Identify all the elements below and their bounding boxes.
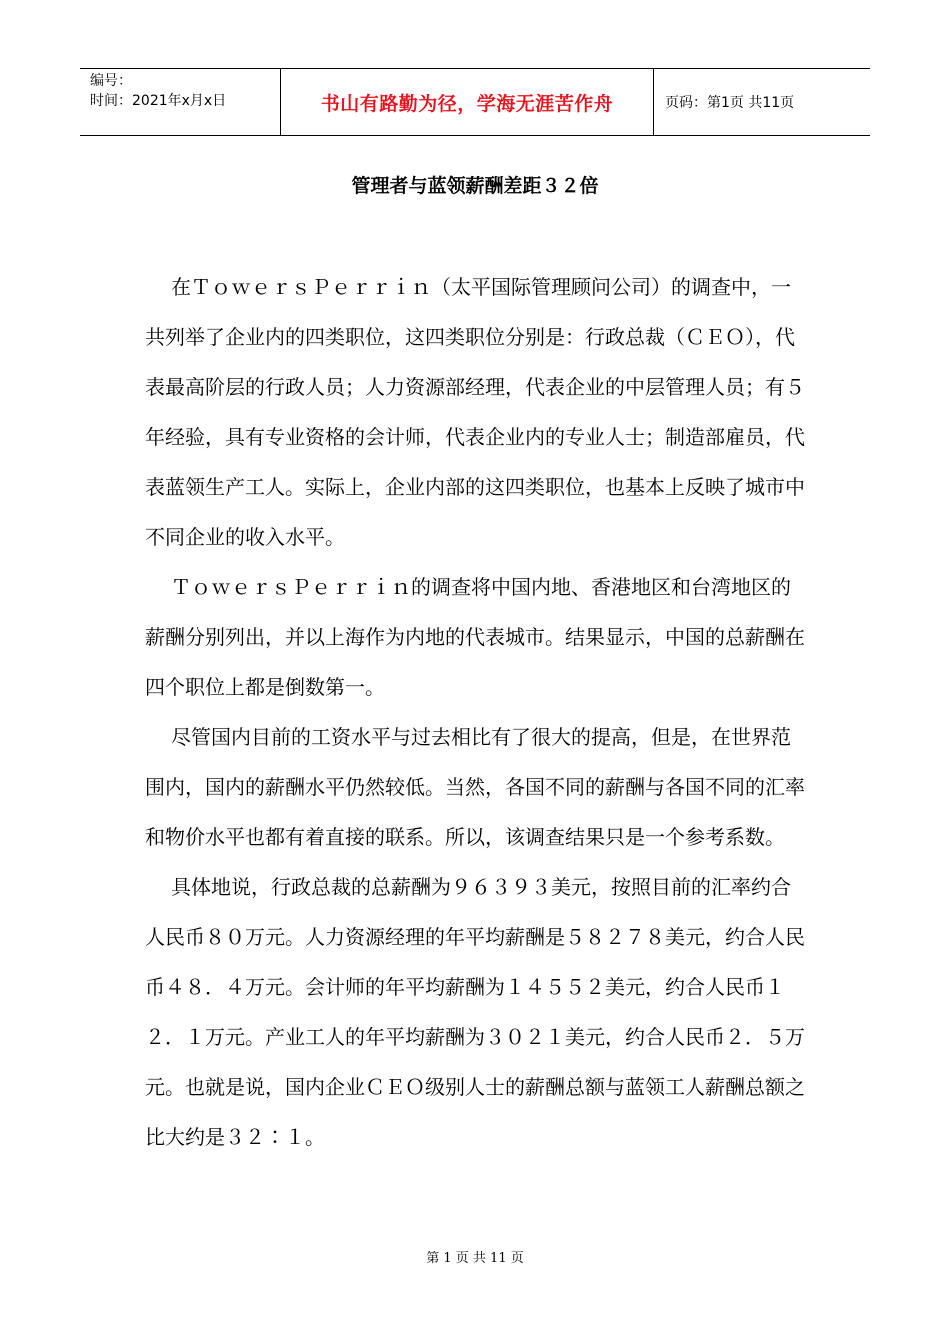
paragraph: ＴｏｗｅｒｓＰｅｒｒｉｎ的调查将中国内地、香港地区和台湾地区的薪酬分别列出，并以上海作为内地的代表城市。结果显示，中国的总薪酬在四个职位上都是倒数第一。 xyxy=(145,575,805,699)
header-table xyxy=(80,68,870,136)
document-title: 管理者与蓝领薪酬差距３２倍 xyxy=(351,175,599,197)
number-label: 编号： xyxy=(90,73,132,89)
paragraph: 在ＴｏｗｅｒｓＰｅｒｒｉｎ（太平国际管理顾问公司）的调查中，一共列举了企业内的四类职位，这四类职位分别是：行政总裁（ＣＥＯ），代表最高阶层的行政人员；人力资源部经理，代表企业的中层管理人员；有５年经验，具有专业资格的会计师，代表企业内的专业人士；制造部雇员，代表蓝领生产工人。实际上，企业内部的这四类职位，也基本上反映了城市中不同企业的收入水平。 xyxy=(145,275,805,549)
page-info-cell xyxy=(654,69,870,135)
paragraph: 具体地说，行政总裁的总薪酬为９６３９３美元，按照目前的汇率约合人民币８０万元。人力资源经理的年平均薪酬是５８２７８美元，约合人民币４８．４万元。会计师的年平均薪酬为１４５５２美元，约合人民币１２．１万元。产业工人的年平均薪酬为３０２１美元，约合人民币２．５万元。也就是说，国内企业ＣＥＯ级别人士的薪酬总额与蓝领工人薪酬总额之比大约是３２∶１。 xyxy=(145,875,805,1149)
paragraph: 尽管国内目前的工资水平与过去相比有了很大的提高，但是，在世界范围内，国内的薪酬水平仍然较低。当然，各国不同的薪酬与各国不同的汇率和物价水平也都有着直接的联系。所以，该调查结果只是一个参考系数。 xyxy=(145,725,805,849)
page-footer: 第 1 页 共 11 页 xyxy=(426,1251,524,1266)
page-info-text: 页码：第1页 共11页 xyxy=(665,95,795,111)
motto-cell xyxy=(281,69,654,135)
document-body xyxy=(145,262,805,1162)
header-meta-cell xyxy=(80,69,281,135)
date-label: 时间：2021年x月x日 xyxy=(90,93,227,109)
motto-text: 书山有路勤为径，学海无涯苦作舟 xyxy=(320,92,614,115)
